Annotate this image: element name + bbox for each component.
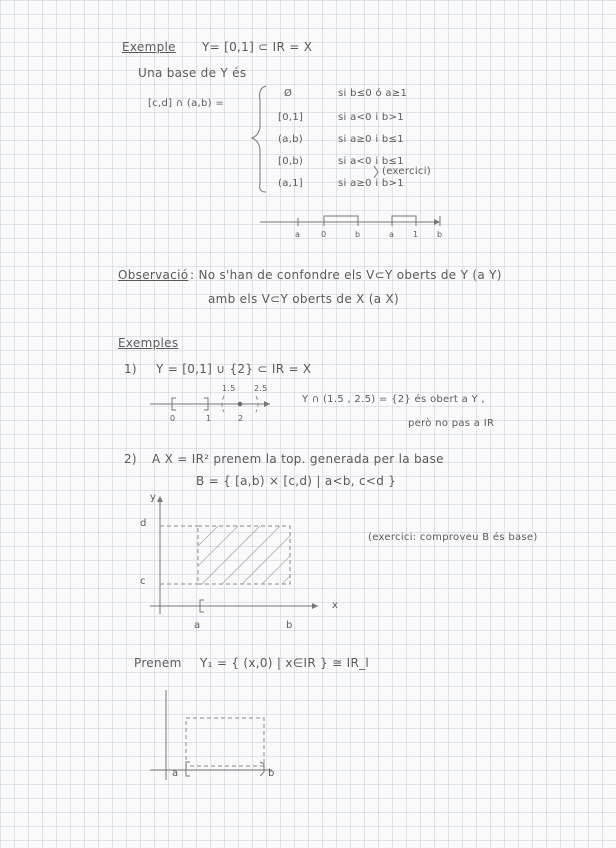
hatching	[198, 526, 290, 584]
tick-label: a	[295, 230, 301, 239]
label-d: d	[140, 518, 147, 529]
item1-number: 1)	[124, 362, 137, 376]
left-brace	[252, 86, 266, 192]
exercici-note: (exercici)	[382, 166, 431, 177]
label-a: a	[194, 620, 201, 631]
item2-number: 2)	[124, 452, 137, 466]
exemple-label: Exemple	[122, 40, 176, 54]
interval-0-b	[324, 216, 358, 222]
exemples-label: Exemples	[118, 336, 179, 350]
label-c: c	[140, 576, 146, 587]
tick-label: b	[355, 230, 361, 239]
label-b: b	[286, 620, 293, 631]
basis-intro: Una base de Y és	[138, 66, 247, 80]
item1-result2: però no pas a IR	[408, 418, 495, 429]
setup-text: Y= [0,1] ⊂ IR = X	[202, 40, 313, 54]
case-cond: si b≤0 ó a≥1	[338, 88, 408, 99]
tick-label: b	[437, 230, 443, 239]
label-b: b	[268, 768, 275, 779]
case-cond: si a<0 i b≤1	[338, 156, 404, 167]
tick-label: 0	[170, 414, 176, 423]
item1-result: Y ∩ (1.5 , 2.5) = {2} és obert a Y ,	[302, 394, 485, 405]
rectangle-ab-cd	[198, 526, 290, 584]
case-cond: si a≥0 i b≤1	[338, 134, 404, 145]
rectangle-2	[186, 718, 264, 766]
case-set: Ø	[284, 88, 293, 99]
tick-label: 1.5	[222, 384, 236, 393]
case-cond: si a<0 i b>1	[338, 112, 404, 123]
axis-y-label: y	[150, 492, 157, 503]
tick-label: a	[389, 230, 395, 239]
observacio-line1: : No s'han de confondre els V⊂Y oberts de Y (a Y)	[190, 268, 502, 282]
point-2	[238, 402, 242, 406]
axis-x-label: x	[332, 600, 339, 611]
tick-label: 2	[238, 414, 244, 423]
prenem-label: Prenem	[134, 656, 182, 670]
case-cond: si a≥0 i b>1	[338, 178, 404, 189]
item1-setup: Y = [0,1] ∪ {2} ⊂ IR = X	[156, 362, 312, 376]
case-set: (a,1]	[278, 178, 303, 189]
tick-label: 1	[413, 230, 419, 239]
observacio-label: Observació	[118, 268, 189, 282]
prenem-text: Y₁ = { (x,0) | x∈IR } ≅ IR_l	[200, 656, 370, 670]
case-set: (a,b)	[278, 134, 303, 145]
tick-label: 2.5	[254, 384, 268, 393]
case-set: [0,b)	[278, 156, 304, 167]
item2-line1: A X = IR² prenem la top. generada per la base	[152, 452, 444, 466]
tick-label: 1	[206, 414, 212, 423]
case-set: [0,1]	[278, 112, 304, 123]
exercici-chevron	[374, 166, 378, 178]
tick-label: 0	[321, 230, 327, 239]
number-line-1-arrow	[434, 219, 440, 225]
observacio-line2: amb els V⊂Y oberts de X (a X)	[208, 292, 400, 306]
label-a: a	[172, 768, 179, 779]
interval-a-1	[392, 216, 416, 222]
item2-line2: B = { [a,b) × [c,d) | a<b, c<d }	[196, 474, 397, 488]
item2-note: (exercici: comproveu B és base)	[368, 532, 538, 543]
intersection-lhs: [c,d] ∩ (a,b) =	[148, 98, 225, 109]
